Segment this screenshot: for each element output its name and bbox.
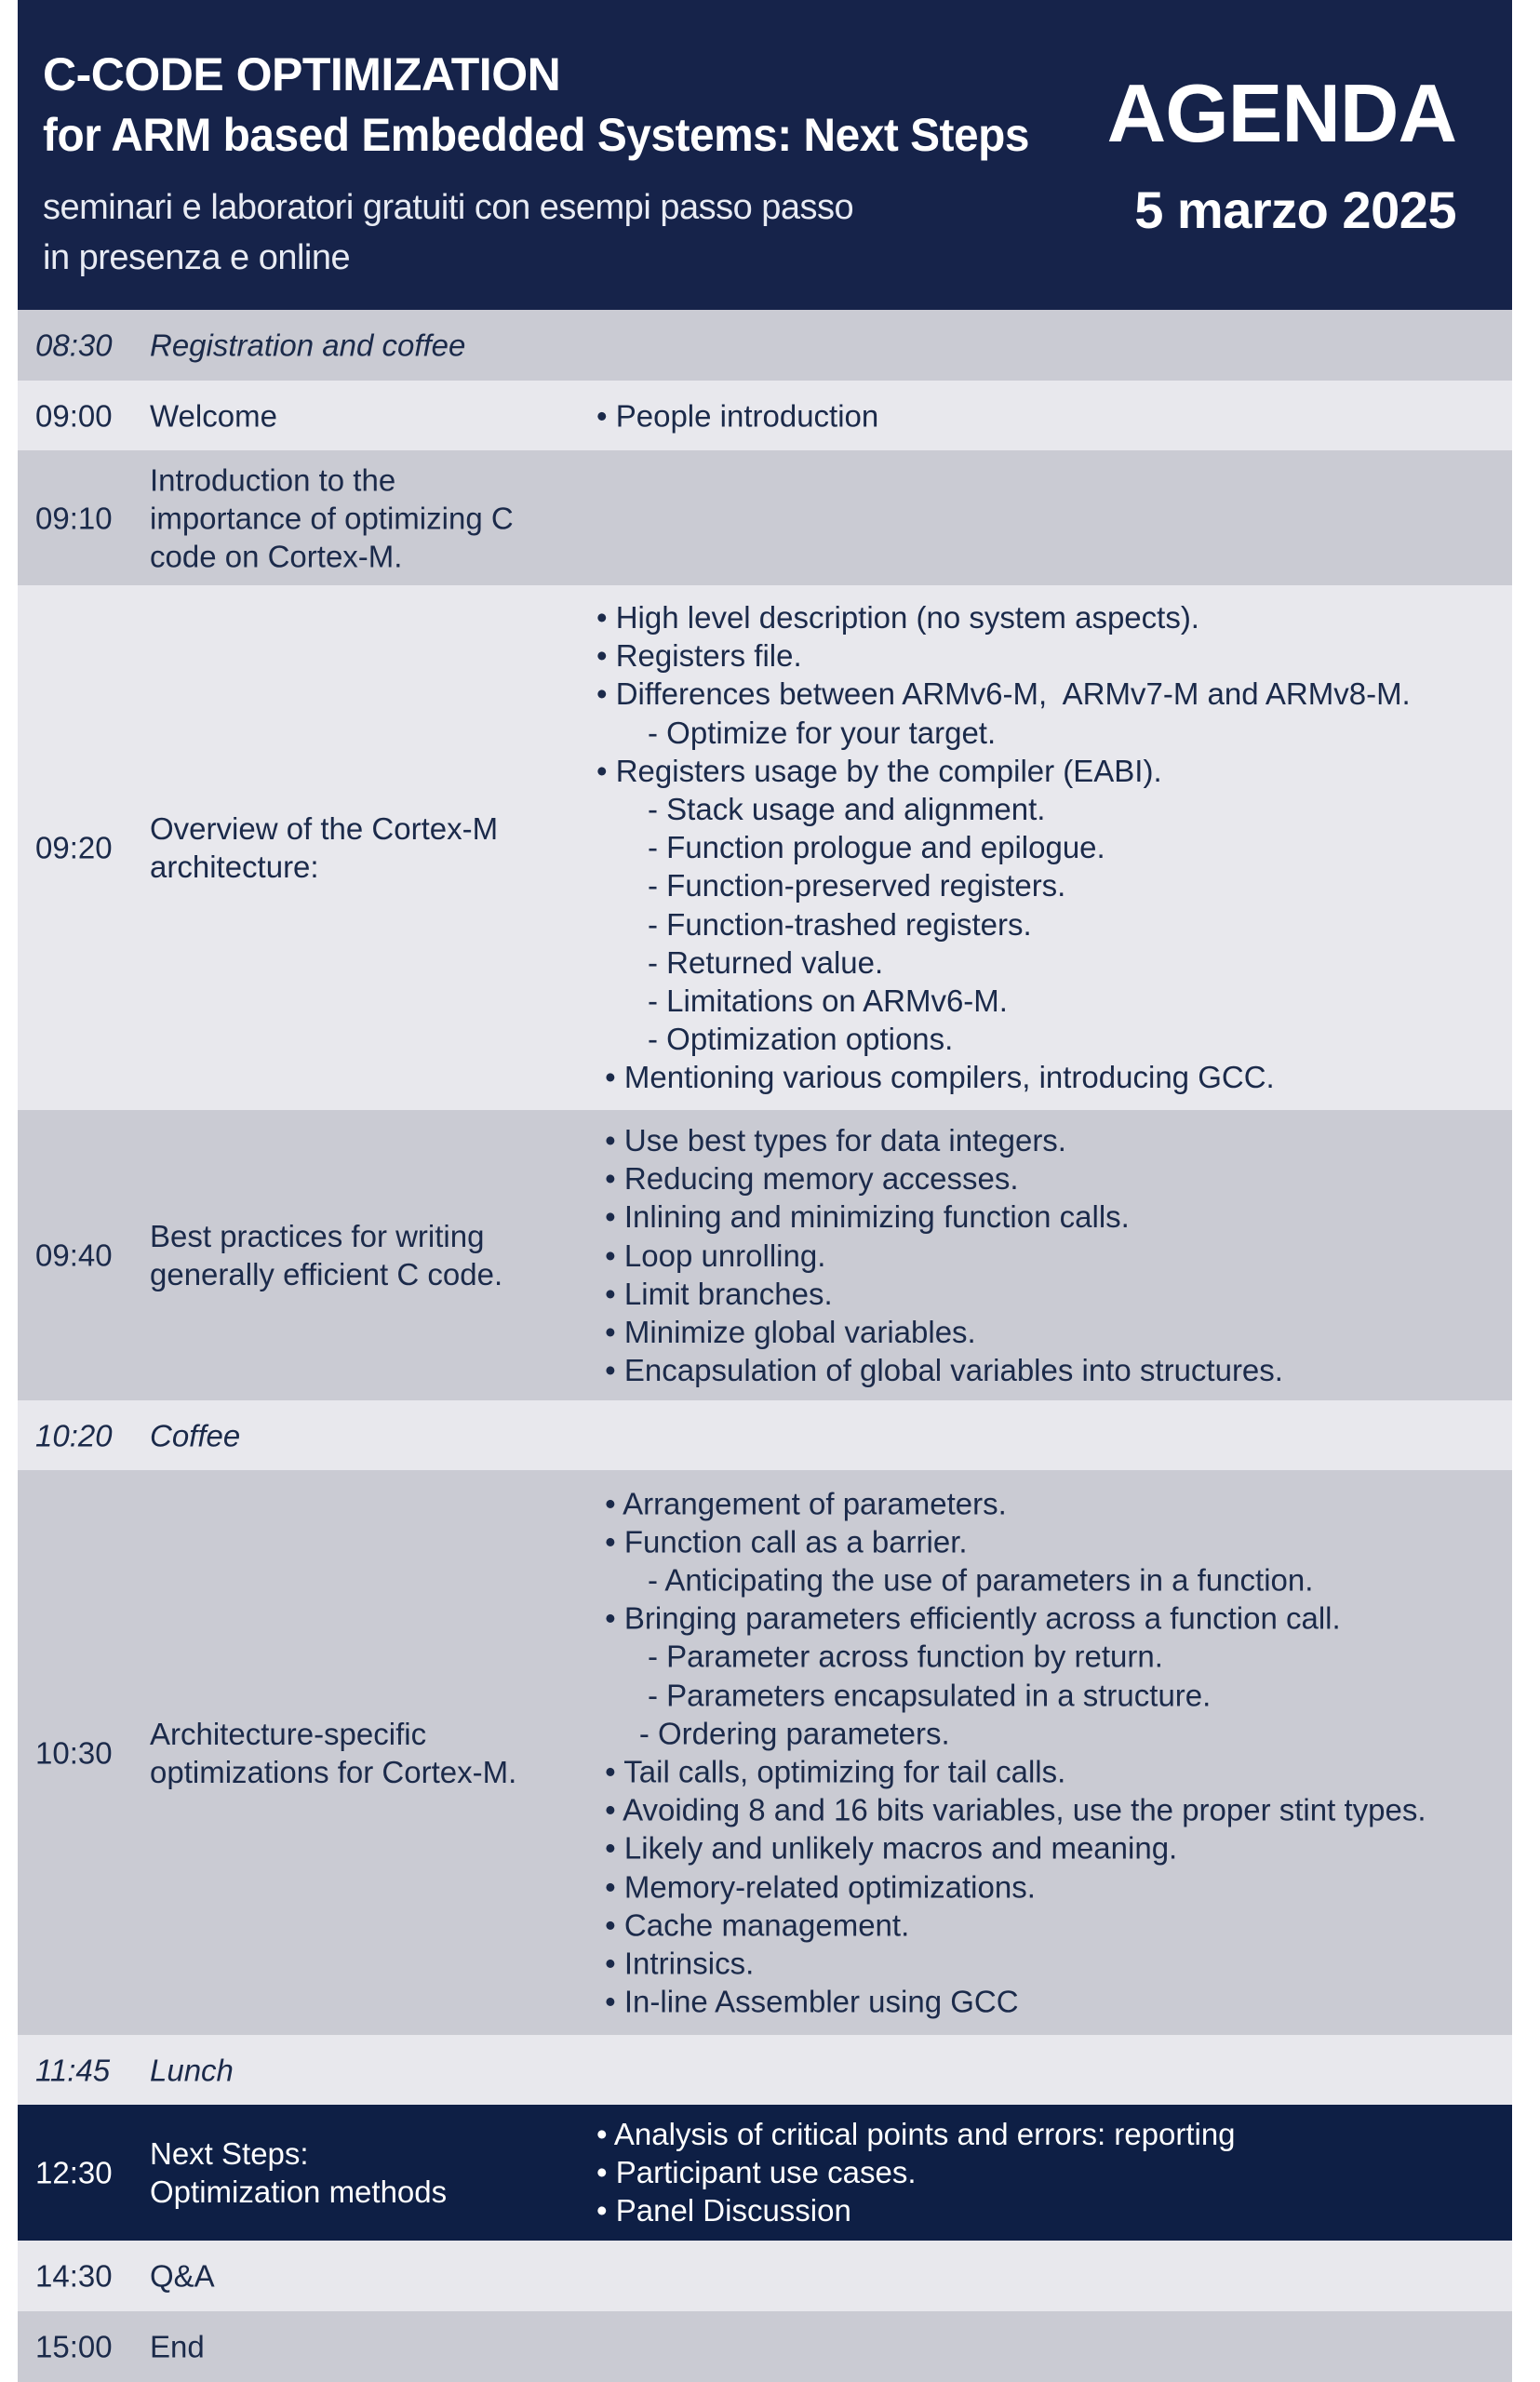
session-title — [150, 2134, 587, 2211]
agenda-row — [18, 450, 1512, 585]
session-title — [150, 327, 587, 365]
session-time: 09:20 — [35, 830, 113, 865]
agenda-row — [18, 381, 1512, 450]
agenda-row — [18, 2311, 1512, 2382]
agenda-row — [18, 310, 1512, 381]
topic-item: • Encapsulation of global variables into structures. — [596, 1353, 1283, 1388]
session-time: 10:30 — [35, 1735, 113, 1770]
session-time: 14:30 — [35, 2258, 113, 2294]
session-time: 10:20 — [35, 1418, 113, 1452]
topic-item: - Parameters encapsulated in a structure. — [596, 1678, 1212, 1713]
topic-item: • Registers file. — [596, 638, 802, 674]
session-title-line: generally efficient C code. — [150, 1257, 503, 1291]
agenda-row-highlight — [18, 2105, 1512, 2241]
session-title — [150, 1416, 587, 1454]
session-title-line: code on Cortex-M. — [150, 539, 403, 573]
topic-item: - Function-preserved registers. — [596, 868, 1066, 903]
session-title — [150, 1715, 587, 1791]
event-title-line2: for ARM based Embedded Systems: Next Steps — [43, 109, 1029, 161]
session-title — [150, 1217, 587, 1293]
topic-item: - Function prologue and epilogue. — [596, 830, 1105, 865]
topic-item: - Returned value. — [596, 945, 884, 981]
topic-item: • Memory-related optimizations. — [596, 1869, 1036, 1905]
session-time: 09:00 — [35, 398, 113, 433]
session-time: 08:30 — [35, 328, 113, 363]
session-title-line: optimizations for Cortex-M. — [150, 1754, 517, 1789]
topic-item: • Function call as a barrier. — [596, 1524, 968, 1559]
topic-item: • Participant use cases. — [596, 2155, 917, 2190]
session-title — [150, 2257, 587, 2295]
topic-item: • Reducing memory accesses. — [596, 1160, 1019, 1196]
event-subtitle-line2: in presenza e online — [43, 238, 351, 277]
agenda-row — [18, 1470, 1512, 2035]
session-time: 15:00 — [35, 2329, 113, 2364]
session-title-line: Overview of the Cortex-M — [150, 811, 499, 846]
topic-item: • Tail calls, optimizing for tail calls. — [596, 1754, 1066, 1789]
topic-item: • Use best types for data integers. — [596, 1122, 1066, 1158]
agenda-row — [18, 2035, 1512, 2105]
session-title-line: End — [150, 2329, 205, 2364]
session-title-line: Best practices for writing — [150, 1219, 485, 1253]
event-title-line1: C-CODE OPTIMIZATION — [43, 48, 561, 100]
session-topics — [596, 1484, 1426, 2021]
session-title-line: Q&A — [150, 2258, 215, 2294]
topic-item: • Mentioning various compilers, introducing GCC. — [596, 1060, 1275, 1095]
topic-item: - Ordering parameters. — [596, 1716, 950, 1751]
topic-item: • People introduction — [596, 397, 879, 433]
agenda-row — [18, 1400, 1512, 1470]
agenda-row — [18, 585, 1512, 1110]
session-time: 09:10 — [35, 501, 113, 535]
session-title-line: Next Steps: — [150, 2136, 309, 2171]
topic-item: • Minimize global variables. — [596, 1314, 976, 1349]
topic-item: • Differences between ARMv6-M, ARMv7-M and ARMv8-M. — [596, 676, 1411, 712]
topic-item: • Analysis of critical points and errors: reporting — [596, 2117, 1236, 2152]
session-time: 11:45 — [35, 2053, 111, 2087]
topic-item: - Anticipating the use of parameters in a function. — [596, 1562, 1314, 1598]
session-title-line: architecture: — [150, 850, 319, 884]
topic-item: • Limit branches. — [596, 1276, 833, 1311]
topic-item: - Optimization options. — [596, 1022, 954, 1057]
agenda-row — [18, 2241, 1512, 2311]
session-title-line: Optimization methods — [150, 2175, 448, 2209]
topic-item: • In-line Assembler using GCC — [596, 1984, 1019, 2019]
topic-item: • Loop unrolling. — [596, 1238, 826, 1273]
topic-item: - Stack usage and alignment. — [596, 792, 1046, 827]
session-topics — [596, 2115, 1236, 2230]
session-title-line: Registration and coffee — [150, 328, 466, 363]
session-title — [150, 810, 587, 886]
session-topics — [596, 598, 1411, 1097]
session-topics — [596, 1121, 1283, 1389]
topic-item: - Parameter across function by return. — [596, 1639, 1163, 1674]
topic-item: • Intrinsics. — [596, 1946, 755, 1981]
topic-item: • Panel Discussion — [596, 2193, 851, 2228]
session-title — [150, 396, 587, 435]
topic-item: - Optimize for your target. — [596, 715, 997, 750]
session-title-line: Welcome — [150, 398, 277, 433]
session-title — [150, 461, 587, 575]
session-title-line: Coffee — [150, 1418, 241, 1452]
topic-item: • Cache management. — [596, 1907, 910, 1943]
agenda-table — [18, 310, 1512, 2382]
agenda-label: AGENDA — [1106, 67, 1456, 159]
session-title-line: Lunch — [150, 2053, 234, 2087]
topic-item: - Limitations on ARMv6-M. — [596, 984, 1008, 1019]
event-date: 5 marzo 2025 — [1134, 181, 1456, 239]
agenda-sheet — [18, 0, 1512, 2382]
topic-item: • Registers usage by the compiler (EABI). — [596, 753, 1162, 788]
session-title-line: importance of optimizing C — [150, 501, 514, 535]
topic-item: • High level description (no system aspects). — [596, 600, 1199, 636]
header-banner — [18, 0, 1512, 310]
agenda-row — [18, 1110, 1512, 1400]
session-topics — [596, 396, 878, 435]
session-time: 09:40 — [35, 1238, 113, 1273]
topic-item: - Function-trashed registers. — [596, 906, 1032, 942]
topic-item: • Likely and unlikely macros and meaning. — [596, 1830, 1178, 1866]
topic-item: • Arrangement of parameters. — [596, 1486, 1007, 1521]
session-title-line: Architecture-specific — [150, 1716, 427, 1751]
topic-item: • Avoiding 8 and 16 bits variables, use the proper stint types. — [596, 1792, 1426, 1827]
session-title — [150, 2328, 587, 2366]
session-time: 12:30 — [35, 2155, 113, 2190]
topic-item: • Inlining and minimizing function calls. — [596, 1199, 1130, 1235]
session-title — [150, 2051, 587, 2089]
session-title-line: Introduction to the — [150, 462, 396, 497]
event-subtitle-line1: seminari e laboratori gratuiti con esempi passo passo — [43, 188, 854, 227]
topic-item: • Bringing parameters efficiently across a function call. — [596, 1600, 1341, 1636]
